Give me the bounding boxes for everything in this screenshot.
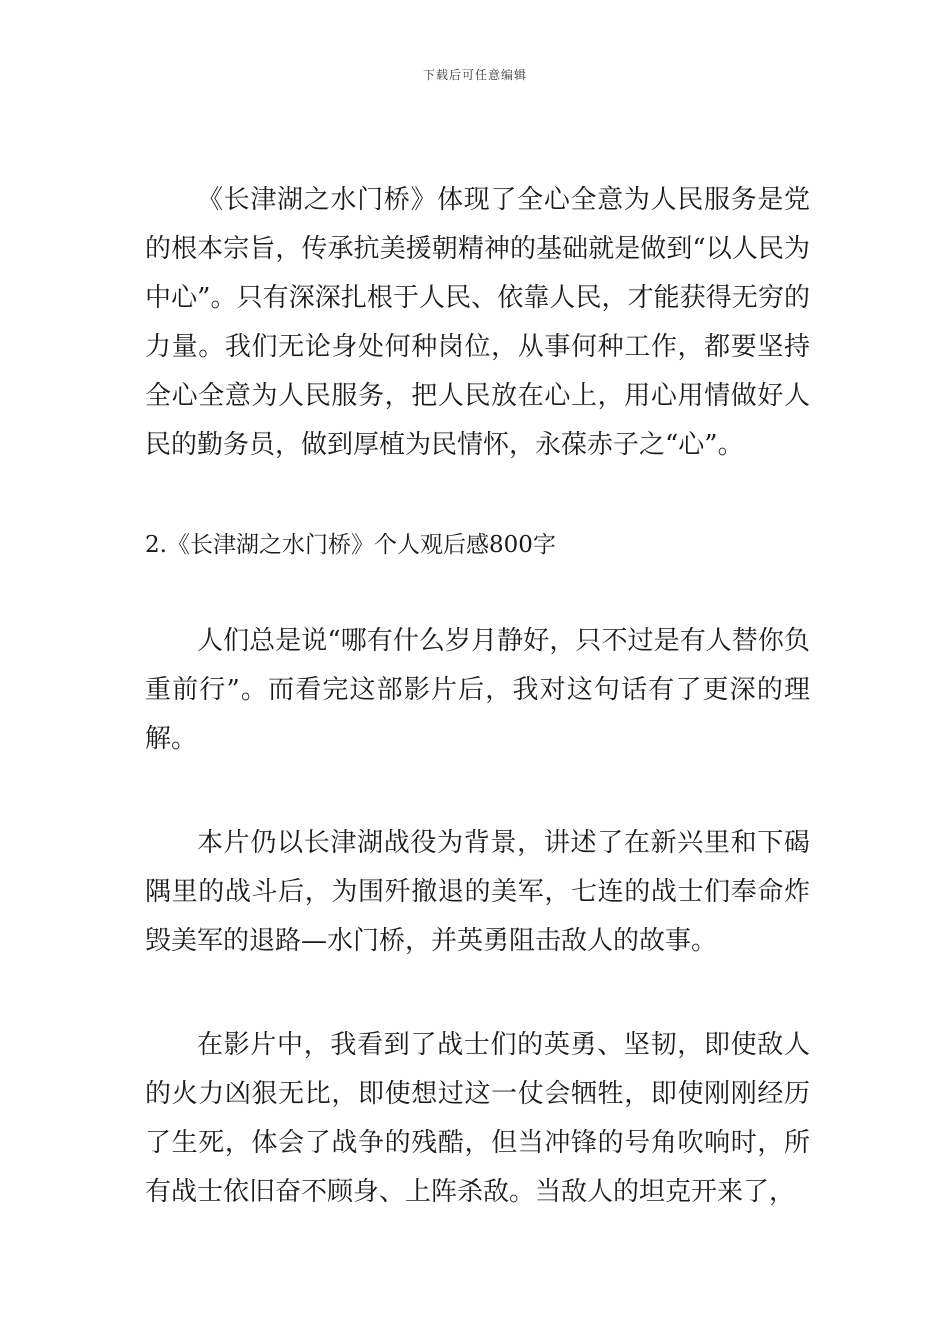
section-heading-2: 2.《长津湖之水门桥》个人观后感800字 <box>145 532 556 558</box>
document-body <box>145 176 810 1217</box>
page-header: 下载后可任意编辑 <box>422 68 527 82</box>
paragraph-1: 《长津湖之水门桥》体现了全心全意为人民服务是党的根本宗旨，传承抗美援朝精神的基础就是做到“以人民为中心”。只有深深扎根于人民、依靠人民，才能获得无穷的力量。我们无论身处何种岗位，从事何种工作，都要坚持全心全意为人民服务，把人民放在心上，用心用情做好人民的勤务员，做到厚植为民情怀，永葆赤子之“心”。 <box>145 185 810 460</box>
paragraph-4: 在影片中，我看到了战士们的英勇、坚韧，即使敌人的火力凶狠无比，即使想过这一仗会牺牲，即使刚刚经历了生死，体会了战争的残酷，但当冲锋的号角吹响时，所有战士依旧奋不顾身、上阵杀敌。当敌人的坦克开来了， <box>145 1030 810 1207</box>
paragraph-3: 本片仍以长津湖战役为背景，讲述了在新兴里和下碣隅里的战斗后，为围歼撤退的美军，七连的战士们奉命炸毁美军的退路—水门桥，并英勇阻击敌人的故事。 <box>145 828 810 956</box>
paragraph-2: 人们总是说“哪有什么岁月静好，只不过是有人替你负重前行”。而看完这部影片后，我对这句话有了更深的理解。 <box>145 626 810 754</box>
